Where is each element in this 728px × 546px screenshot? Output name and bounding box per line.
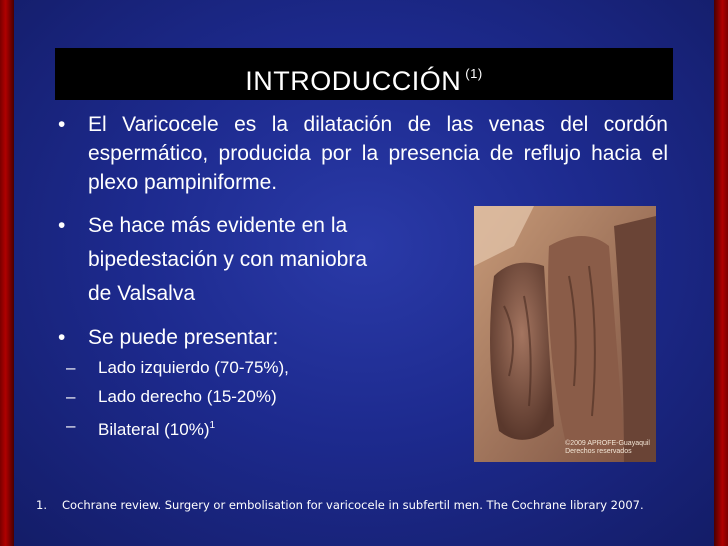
footnote-number: 1. xyxy=(36,498,47,512)
sub-bullet-text: Bilateral (10%) xyxy=(98,420,210,439)
photo-caption-line: ©2009 APROFE-Guayaquil xyxy=(565,440,650,447)
clinical-photo-illustration xyxy=(474,206,656,462)
clinical-photo xyxy=(474,206,656,462)
right-border-decoration xyxy=(714,0,728,546)
title-reference: (1) xyxy=(465,66,483,81)
bullet-icon: • xyxy=(58,326,66,349)
sub-bullet-reference: 1 xyxy=(209,420,216,431)
dash-icon: – xyxy=(66,358,76,377)
dash-icon: – xyxy=(66,416,76,435)
photo-caption xyxy=(565,440,650,456)
title-text: INTRODUCCIÓN xyxy=(245,66,462,96)
photo-caption-line: Derechos reservados xyxy=(565,448,632,455)
sub-bullet-text: Lado derecho (15-20%) xyxy=(98,387,277,406)
left-border-decoration xyxy=(0,0,14,546)
bullet-text: Se puede presentar: xyxy=(88,326,279,349)
slide-title xyxy=(245,66,482,96)
bullet-item xyxy=(58,209,468,311)
footnote xyxy=(36,498,706,512)
bullet-line: Se hace más evidente en la xyxy=(88,214,348,237)
sub-bullet-text: Lado izquierdo (70-75%), xyxy=(98,358,289,377)
bullet-line: bipedestación y con maniobra xyxy=(88,248,368,271)
bullet-icon: • xyxy=(58,113,66,136)
footnote-text: Cochrane review. Surgery or embolisation for varicocele in subfertil men. The Cochrane library 2007. xyxy=(62,498,644,512)
bullet-text: El Varicocele es la dilatación de las venas del cordón espermático, producida por la presencia de reflujo hacia el plexo pampiniforme. xyxy=(88,113,668,194)
dash-icon: – xyxy=(66,387,76,406)
title-bar xyxy=(55,48,673,100)
bullet-icon: • xyxy=(58,214,66,237)
bullet-line: de Valsalva xyxy=(88,282,196,305)
bullet-item xyxy=(58,110,668,197)
